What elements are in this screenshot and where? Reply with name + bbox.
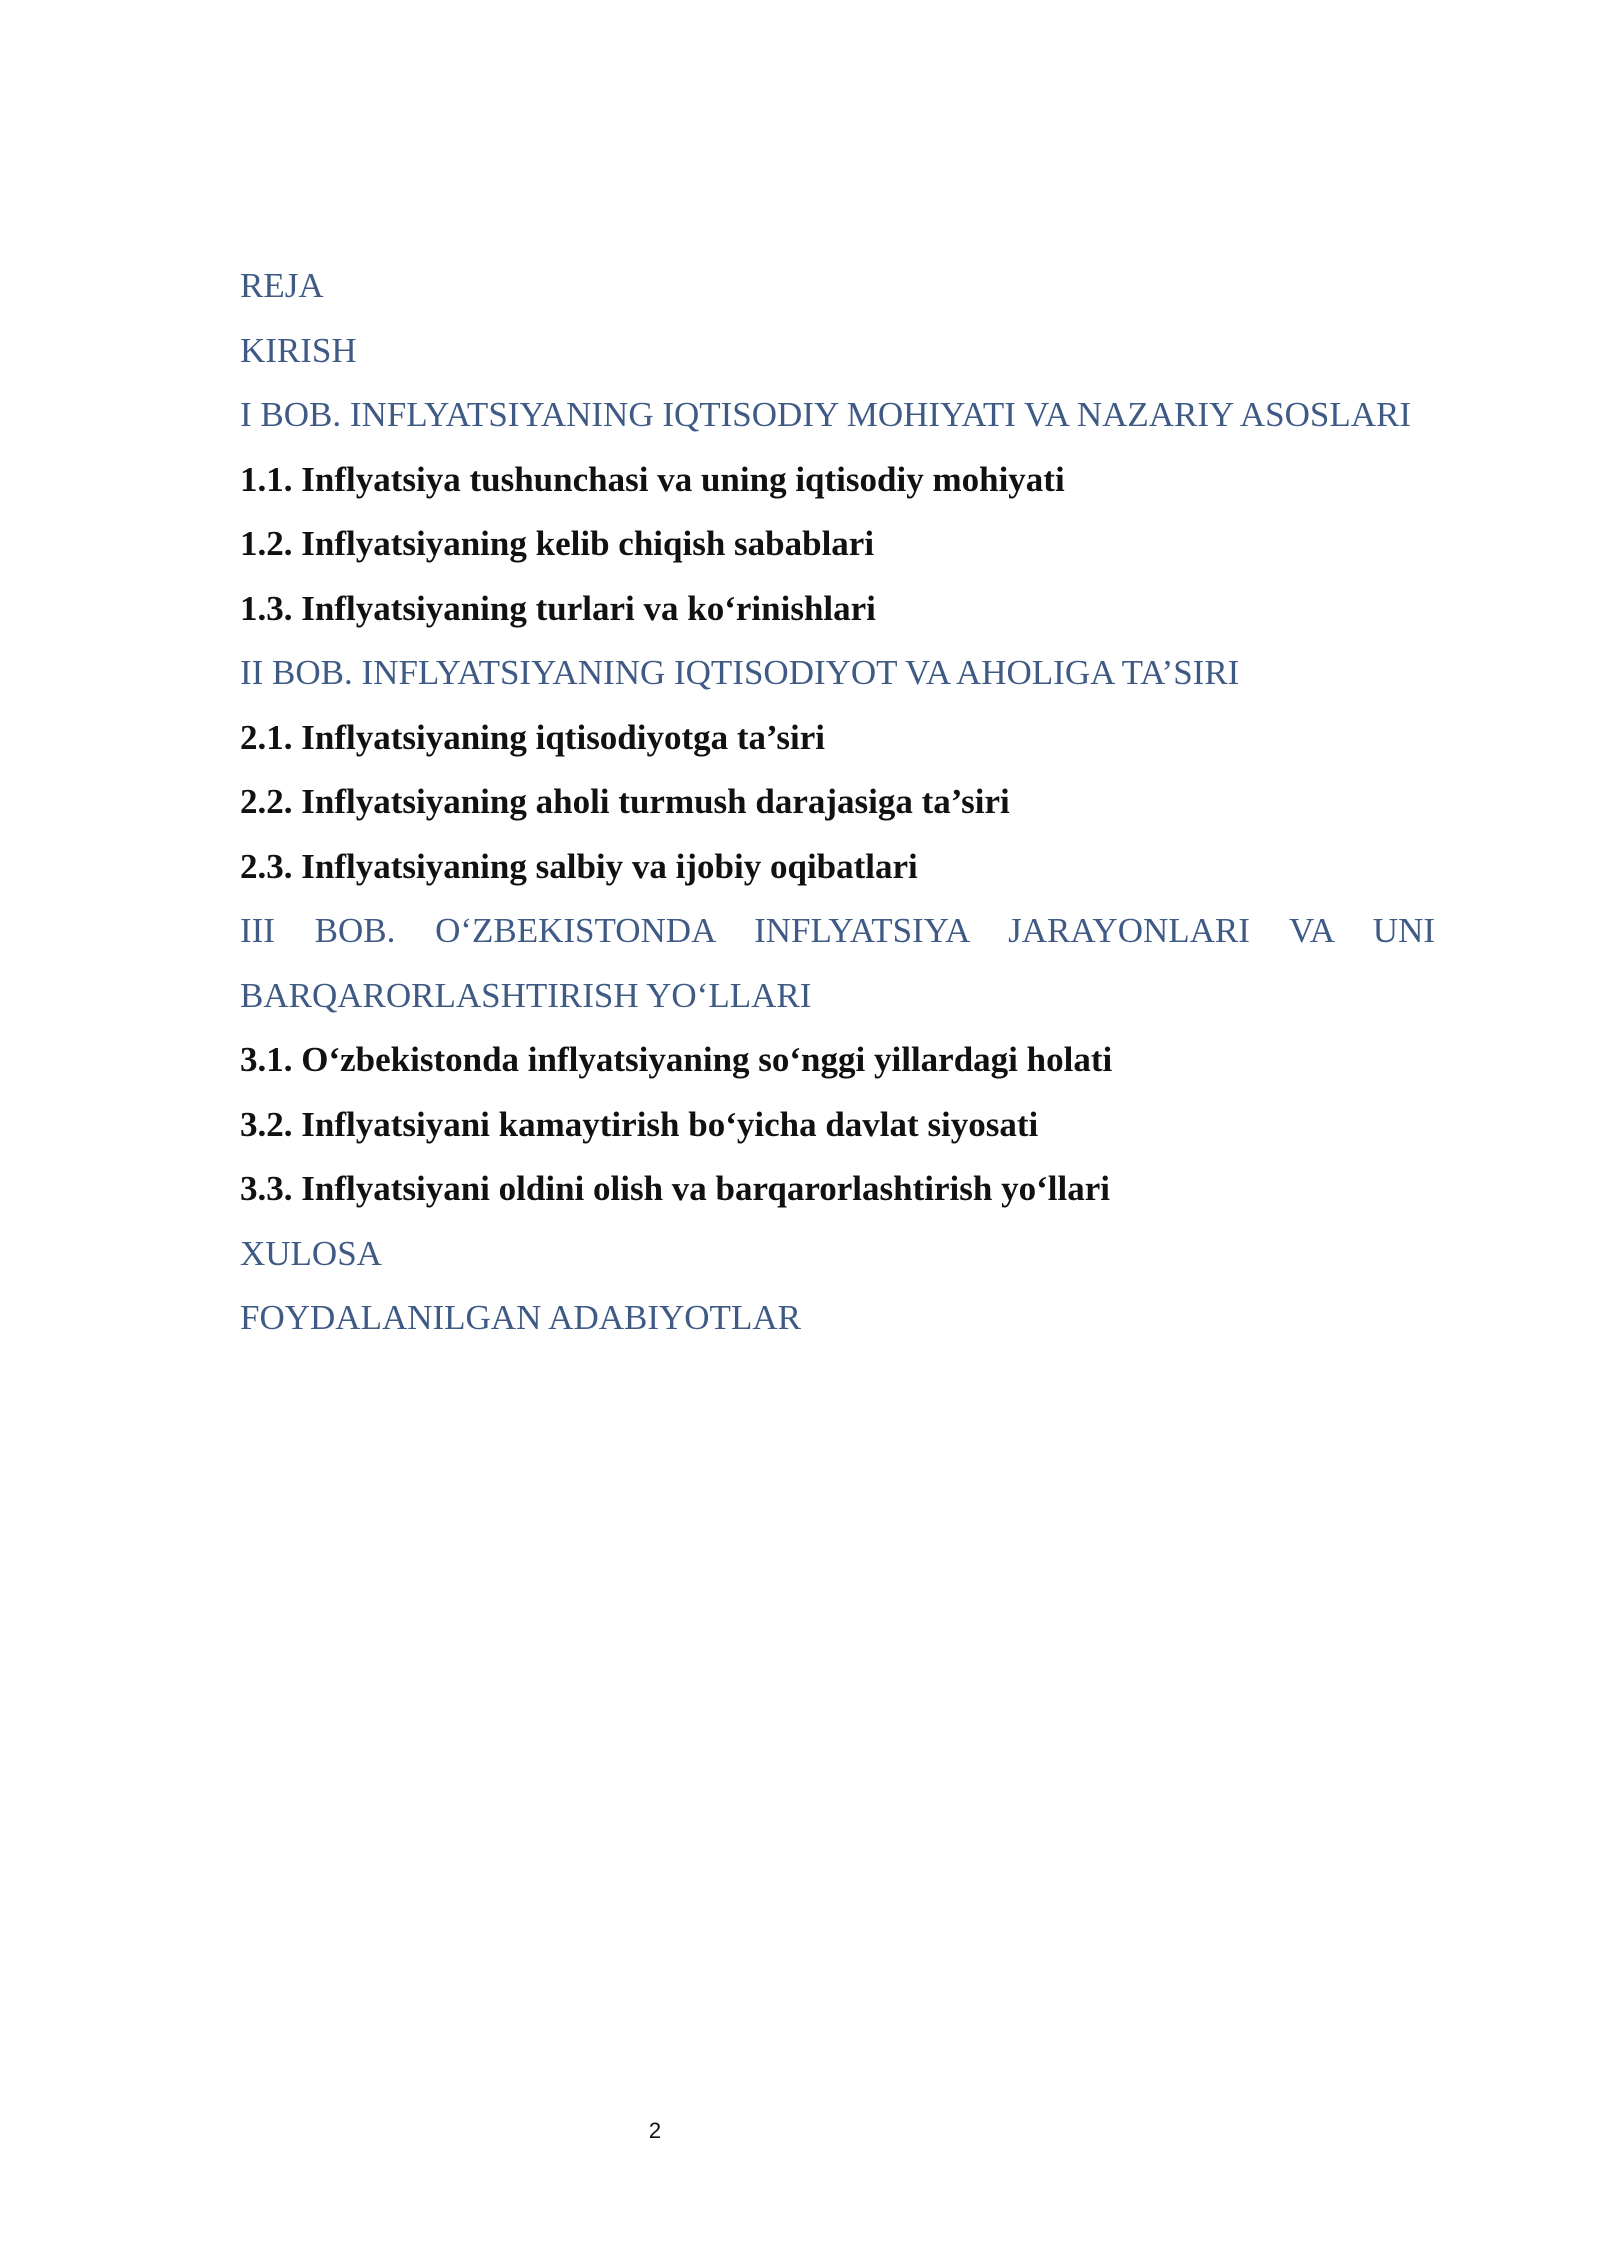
toc-subsection-2-1: 2.1. Inflyatsiyaning iqtisodiyotga ta’siri — [240, 717, 826, 757]
toc-heading-references: FOYDALANILGAN ADABIYOTLAR — [240, 1298, 801, 1337]
page-number: 2 — [648, 2118, 662, 2143]
toc-subsection-3-2: 3.2. Inflyatsiyani kamaytirish bo‘yicha davlat siyosati — [240, 1104, 1039, 1144]
toc-heading-chapter-1: I BOB. INFLYATSIYANING IQTISODIY MOHIYATI VA NAZARIY ASOSLARI — [240, 395, 1411, 434]
toc-heading-kirish: KIRISH — [240, 330, 357, 370]
toc-heading-chapter-3: III BOB. O‘ZBEKISTONDA INFLYATSIYA JARAYONLARI VA UNI BARQARORLASHTIRISH YO‘LLARI — [240, 911, 1435, 1015]
toc-heading-chapter-2: II BOB. INFLYATSIYANING IQTISODIYOT VA AHOLIGA TA’SIRI — [240, 653, 1240, 692]
toc-heading-xulosa: XULOSA — [240, 1233, 382, 1273]
toc-subsection-3-3: 3.3. Inflyatsiyani oldini olish va barqarorlashtirish yo‘llari — [240, 1169, 1110, 1208]
toc-subsection-3-1: 3.1. O‘zbekistonda inflyatsiyaning so‘nggi yillardagi holati — [240, 1040, 1113, 1079]
toc-subsection-1-3: 1.3. Inflyatsiyaning turlari va ko‘rinishlari — [240, 588, 876, 628]
toc-heading-reja: REJA — [240, 266, 324, 305]
toc-subsection-2-3: 2.3. Inflyatsiyaning salbiy va ijobiy oqibatlari — [240, 846, 918, 886]
toc-subsection-1-2: 1.2. Inflyatsiyaning kelib chiqish sabablari — [240, 524, 875, 563]
toc-subsection-1-1: 1.1. Inflyatsiya tushunchasi va uning iqtisodiy mohiyati — [240, 459, 1065, 499]
table-of-contents — [240, 254, 1435, 1351]
toc-subsection-2-2: 2.2. Inflyatsiyaning aholi turmush darajasiga ta’siri — [240, 782, 1010, 821]
